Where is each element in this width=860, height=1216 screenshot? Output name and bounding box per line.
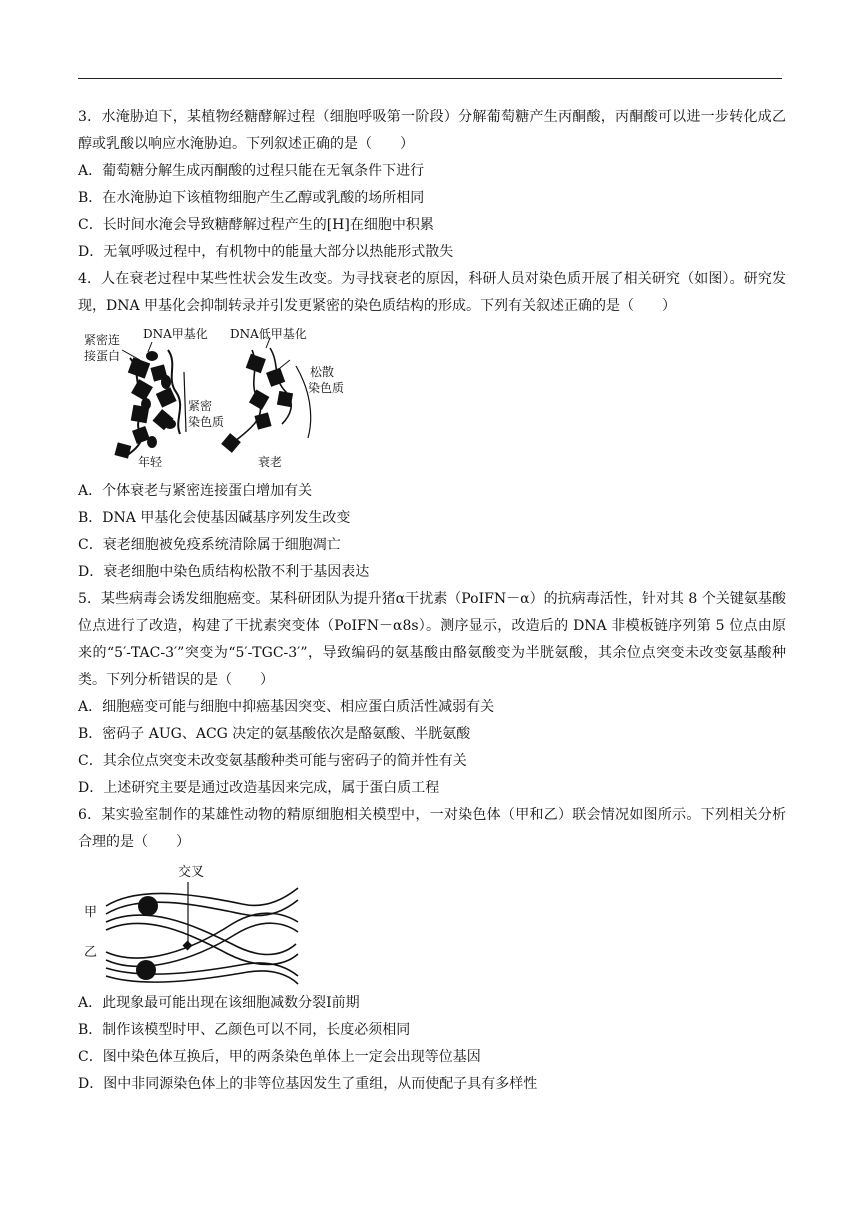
question-4-option-b[interactable]: B．DNA 甲基化会使基因碱基序列发生改变 — [78, 510, 351, 526]
chromatin-figure — [82, 320, 372, 472]
centromere-jia — [138, 896, 158, 916]
label-jia: 甲 — [84, 905, 98, 920]
label-tight-chromatin-line1: 紧密 — [188, 399, 213, 413]
label-cross: 交叉 — [178, 865, 205, 880]
label-dna-methylation: DNA甲基化 — [143, 327, 208, 341]
question-3-option-b[interactable]: B．在水淹胁迫下该植物细胞产生乙醇或乳酸的场所相同 — [78, 190, 425, 206]
label-young: 年轻 — [138, 455, 163, 469]
question-6-stem: 6．某实验室制作的某雄性动物的精原细胞相关模型中，一对染色体（甲和乙）联会情况如图所示。下列相关分析合理的是（ ） — [78, 807, 786, 850]
synapsis-figure — [82, 860, 312, 988]
question-5-option-c[interactable]: C．其余位点突变未改变氨基酸种类可能与密码子的简并性有关 — [78, 753, 467, 769]
question-3-stem: 3．水淹胁迫下，某植物经糖酵解过程（细胞呼吸第一阶段）分解葡萄糖产生丙酮酸，丙酮酸可以进一步转化成乙醇或乳酸以响应水淹胁迫。下列叙述正确的是（ ） — [78, 109, 786, 152]
question-3-option-c[interactable]: C．长时间水淹会导致糖酵解过程产生的[H]在细胞中积累 — [78, 217, 434, 233]
question-4-stem: 4．人在衰老过程中某些性状会发生改变。为寻找衰老的原因，科研人员对染色质开展了相关研究（如图）。研究发现，DNA 甲基化会抑制转录并引发更紧密的染色质结构的形成。下列有关叙述正确的是（ ） — [78, 271, 786, 314]
chromosome-jia — [106, 888, 298, 965]
question-5-option-d[interactable]: D．上述研究主要是通过改造基因来完成，属于蛋白质工程 — [78, 780, 440, 796]
label-old: 衰老 — [258, 455, 283, 469]
question-4-option-c[interactable]: C．衰老细胞被免疫系统清除属于细胞凋亡 — [78, 537, 341, 553]
label-tight-chromatin-line2: 染色质 — [188, 415, 225, 429]
young-chromatin — [114, 342, 186, 459]
centromere-yi — [136, 960, 156, 980]
question-6-option-b[interactable]: B．制作该模型时甲、乙颜色可以不同，长度必须相同 — [78, 1022, 411, 1038]
label-dna-low-methylation: DNA低甲基化 — [230, 327, 307, 341]
question-6-option-c[interactable]: C．图中染色体互换后，甲的两条染色单体上一定会出现等位基因 — [78, 1049, 481, 1065]
label-loose-chromatin-line1: 松散 — [310, 365, 335, 379]
old-chromatin — [221, 338, 311, 453]
label-tight-junction-protein-line1: 紧密连 — [84, 333, 121, 347]
label-loose-chromatin-line2: 染色质 — [308, 381, 345, 395]
question-3-option-a[interactable]: A．葡萄糖分解生成丙酮酸的过程只能在无氧条件下进行 — [78, 163, 425, 179]
label-tight-junction-protein-line2: 接蛋白 — [84, 349, 121, 363]
label-yi: 乙 — [84, 945, 98, 960]
question-5-option-b[interactable]: B．密码子 AUG、ACG 决定的氨基酸依次是酪氨酸、半胱氨酸 — [78, 726, 471, 742]
question-4-option-a[interactable]: A．个体衰老与紧密连接蛋白增加有关 — [78, 483, 313, 499]
question-6-option-a[interactable]: A．此现象最可能出现在该细胞减数分裂Ⅰ前期 — [78, 995, 360, 1011]
question-4-option-d[interactable]: D．衰老细胞中染色质结构松散不利于基因表达 — [78, 564, 370, 580]
question-5-stem: 5．某些病毒会诱发细胞癌变。某科研团队为提升猪α干扰素（PoIFN－α）的抗病毒活性，针对其 8 个关键氨基酸位点进行了改造，构建了干扰素突变体（PoIFN－α8s）。测序显示，改造后的 DNA 非模板链序列第 5 位点由原来的“5′-TAC-3′”突变为“5′-TGC-3′”，导致编码的氨基酸由酪氨酸变为半胱氨酸，其余位点突变未改变氨基酸种类。下列分析错误的是（ ） — [78, 591, 786, 688]
question-3-option-d[interactable]: D．无氧呼吸过程中，有机物中的能量大部分以热能形式散失 — [78, 244, 454, 260]
question-6-option-d[interactable]: D．图中非同源染色体上的非等位基因发生了重组，从而使配子具有多样性 — [78, 1076, 538, 1092]
header-rule — [78, 78, 782, 79]
question-5-option-a[interactable]: A．细胞癌变可能与细胞中抑癌基因突变、相应蛋白质活性减弱有关 — [78, 699, 495, 715]
